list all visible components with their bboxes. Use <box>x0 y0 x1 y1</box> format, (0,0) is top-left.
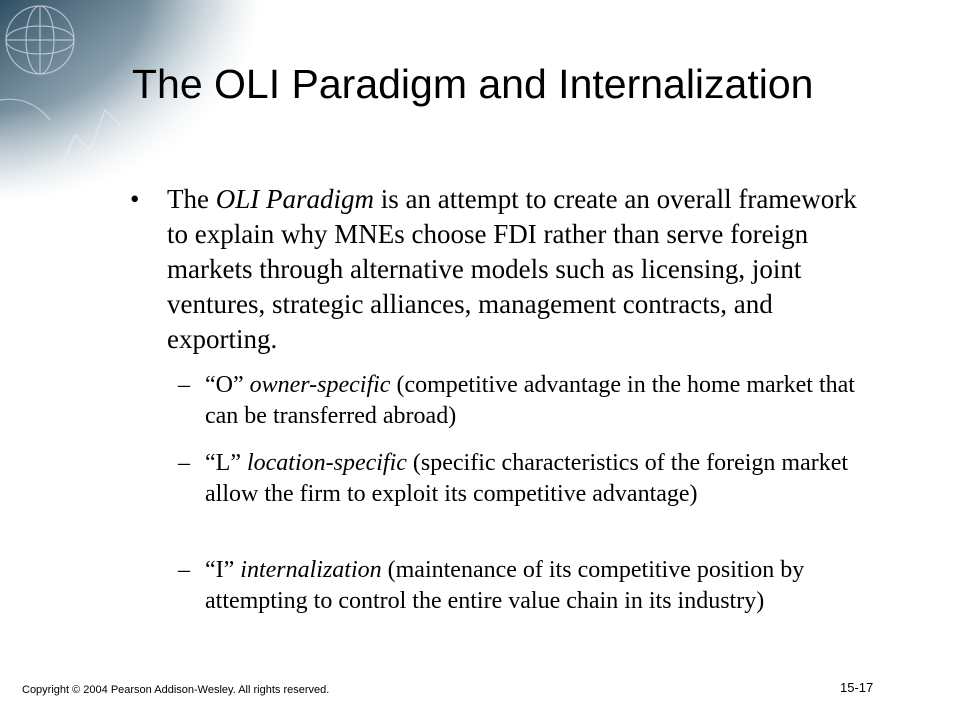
main-bullet <box>130 182 870 357</box>
sub-bullet-owner <box>178 370 868 432</box>
sub-bullet-internalization <box>178 555 868 617</box>
sub-bullet-quote: “O” <box>205 372 250 398</box>
sub-bullet-term: owner-specific <box>249 372 391 398</box>
sub-bullet-text <box>205 370 868 432</box>
sub-bullet-quote: “L” <box>205 450 247 476</box>
main-bullet-body: is an attempt to create an overall framework to explain why MNEs choose FDI rather than serve foreign markets through alternative models such as licensing, joint ventures, strategic alliances, management contracts, and exporting. <box>167 184 857 354</box>
slide-title: The OLI Paradigm and Internalization <box>132 61 814 107</box>
sub-bullet-location <box>178 448 868 510</box>
sub-bullet-text <box>205 555 868 617</box>
sub-bullet-desc: (specific characteristics of the foreign market allow the firm to exploit its competitive advantage) <box>205 450 849 507</box>
page-number: 15-17 <box>840 680 874 695</box>
sub-bullet-text <box>205 448 868 510</box>
sub-bullet-desc: (maintenance of its competitive position by attempting to control the entire value chain in its industry) <box>205 557 805 614</box>
sub-bullet-marker: – <box>178 450 190 476</box>
sub-bullet-term: internalization <box>240 557 382 583</box>
sub-bullet-marker: – <box>178 557 190 583</box>
sub-bullet-term: location-specific <box>246 450 407 476</box>
bullet-marker: • <box>130 184 140 214</box>
main-bullet-lead: The <box>167 184 216 214</box>
main-bullet-term: OLI Paradigm <box>215 184 374 214</box>
sub-bullet-marker: – <box>178 372 190 398</box>
footer-copyright: Copyright © 2004 Pearson Addison-Wesley. All rights reserved. <box>22 684 330 696</box>
sub-bullet-quote: “I” <box>205 557 241 583</box>
sub-bullet-desc: (competitive advantage in the home market that can be transferred abroad) <box>205 372 855 429</box>
main-bullet-text <box>167 182 870 357</box>
